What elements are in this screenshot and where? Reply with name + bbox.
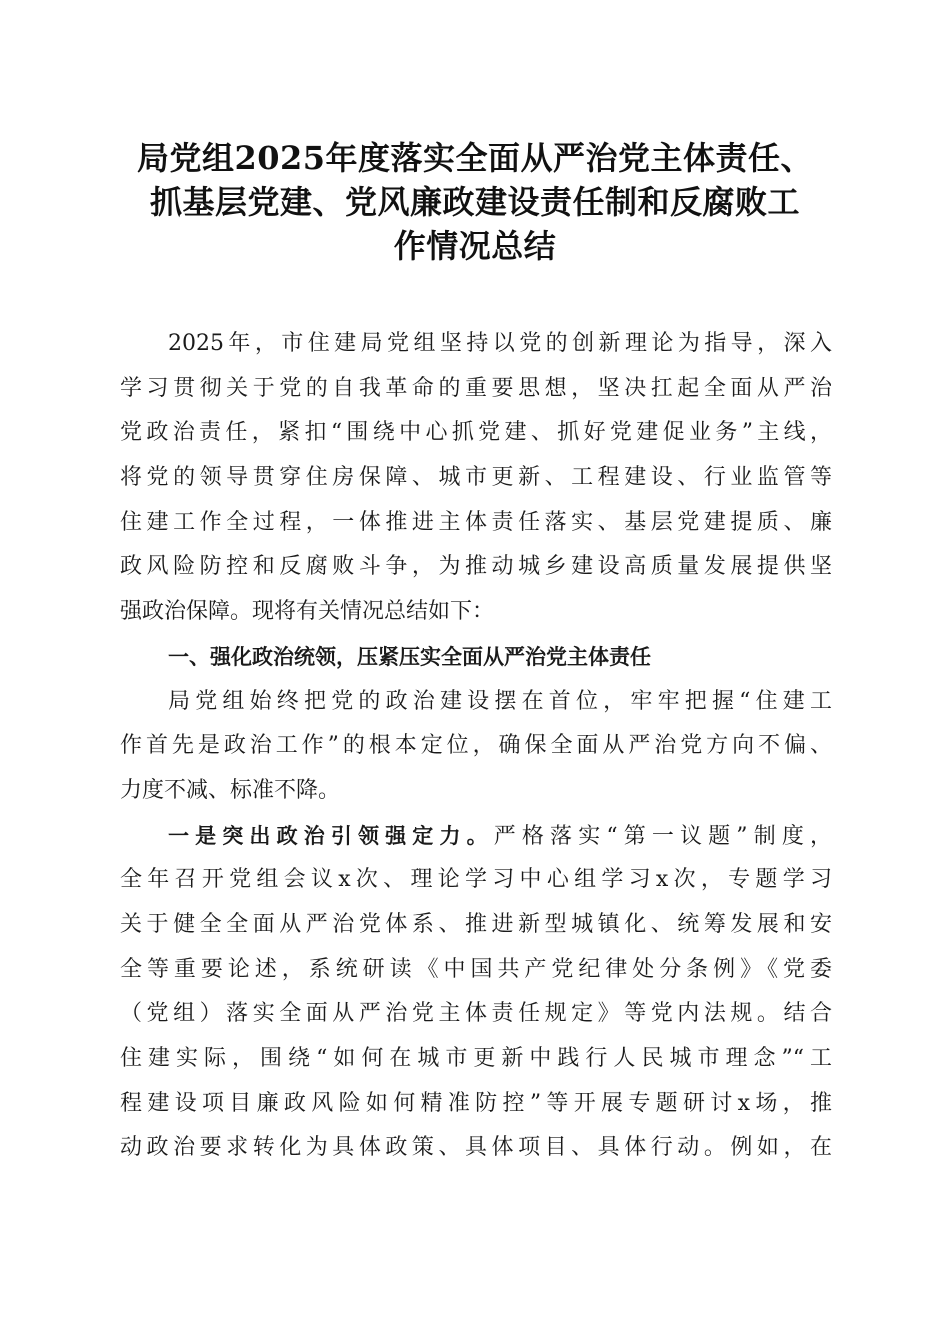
point-text: 严格落实“第一议题”制度， — [493, 823, 832, 849]
point-first-line — [120, 814, 832, 859]
point-line: 住建实际，围绕“如何在城市更新中践行人民城市理念”“工 — [120, 1046, 832, 1071]
point-line: 全年召开党组会议x次、理论学习中心组学习x次，专题学习 — [120, 867, 832, 893]
intro-line: 2025年，市住建局党组坚持以党的创新理论为指导，深入 — [168, 331, 832, 356]
document-title — [110, 136, 840, 268]
title-line: 抓基层党建、党风廉政建设责任制和反腐败工 — [149, 183, 800, 221]
title-line: 局党组2025年度落实全面从严治党主体责任、 — [136, 139, 814, 177]
intro-line: 学习贯彻关于党的自我革命的重要思想，坚决扛起全面从严治 — [120, 375, 832, 401]
point-line: 关于健全全面从严治党体系、推进新型城镇化、统筹发展和安 — [120, 911, 832, 937]
intro-line: 住建工作全过程，一体推进主体责任落实、基层党建提质、廉 — [120, 509, 832, 535]
point-line: 程建设项目廉政风险如何精准防控”等开展专题研讨x场，推 — [120, 1090, 832, 1116]
point-line: 动政治要求转化为具体政策、具体项目、具体行动。例如，在 — [120, 1135, 832, 1161]
intro-line: 政风险防控和反腐败斗争，为推动城乡建设高质量发展提供坚 — [120, 554, 832, 580]
section-intro-line: 作首先是政治工作”的根本定位，确保全面从严治党方向不偏、 — [120, 733, 832, 759]
section-intro-line: 力度不减、标准不降。 — [120, 777, 341, 803]
intro-line: 强政治保障。现将有关情况总结如下： — [120, 599, 495, 625]
point-lead: 一是突出政治引领强定力。 — [168, 823, 494, 848]
title-line: 作情况总结 — [393, 227, 557, 265]
point-line: 全等重要论述，系统研读《中国共产党纪律处分条例》《党委 — [120, 956, 832, 982]
document-body — [120, 322, 832, 1171]
intro-line: 党政治责任，紧扣“围绕中心抓党建、抓好党建促业务”主线， — [120, 420, 832, 446]
point-line: （党组）落实全面从严治党主体责任规定》等党内法规。结合 — [120, 1001, 832, 1027]
section-intro-line: 局党组始终把党的政治建设摆在首位，牢牢把握“住建工 — [168, 688, 832, 714]
intro-line: 将党的领导贯穿住房保障、城市更新、工程建设、行业监管等 — [120, 465, 832, 491]
section-heading: 一、强化政治统领，压紧压实全面从严治党主体责任 — [168, 644, 651, 669]
